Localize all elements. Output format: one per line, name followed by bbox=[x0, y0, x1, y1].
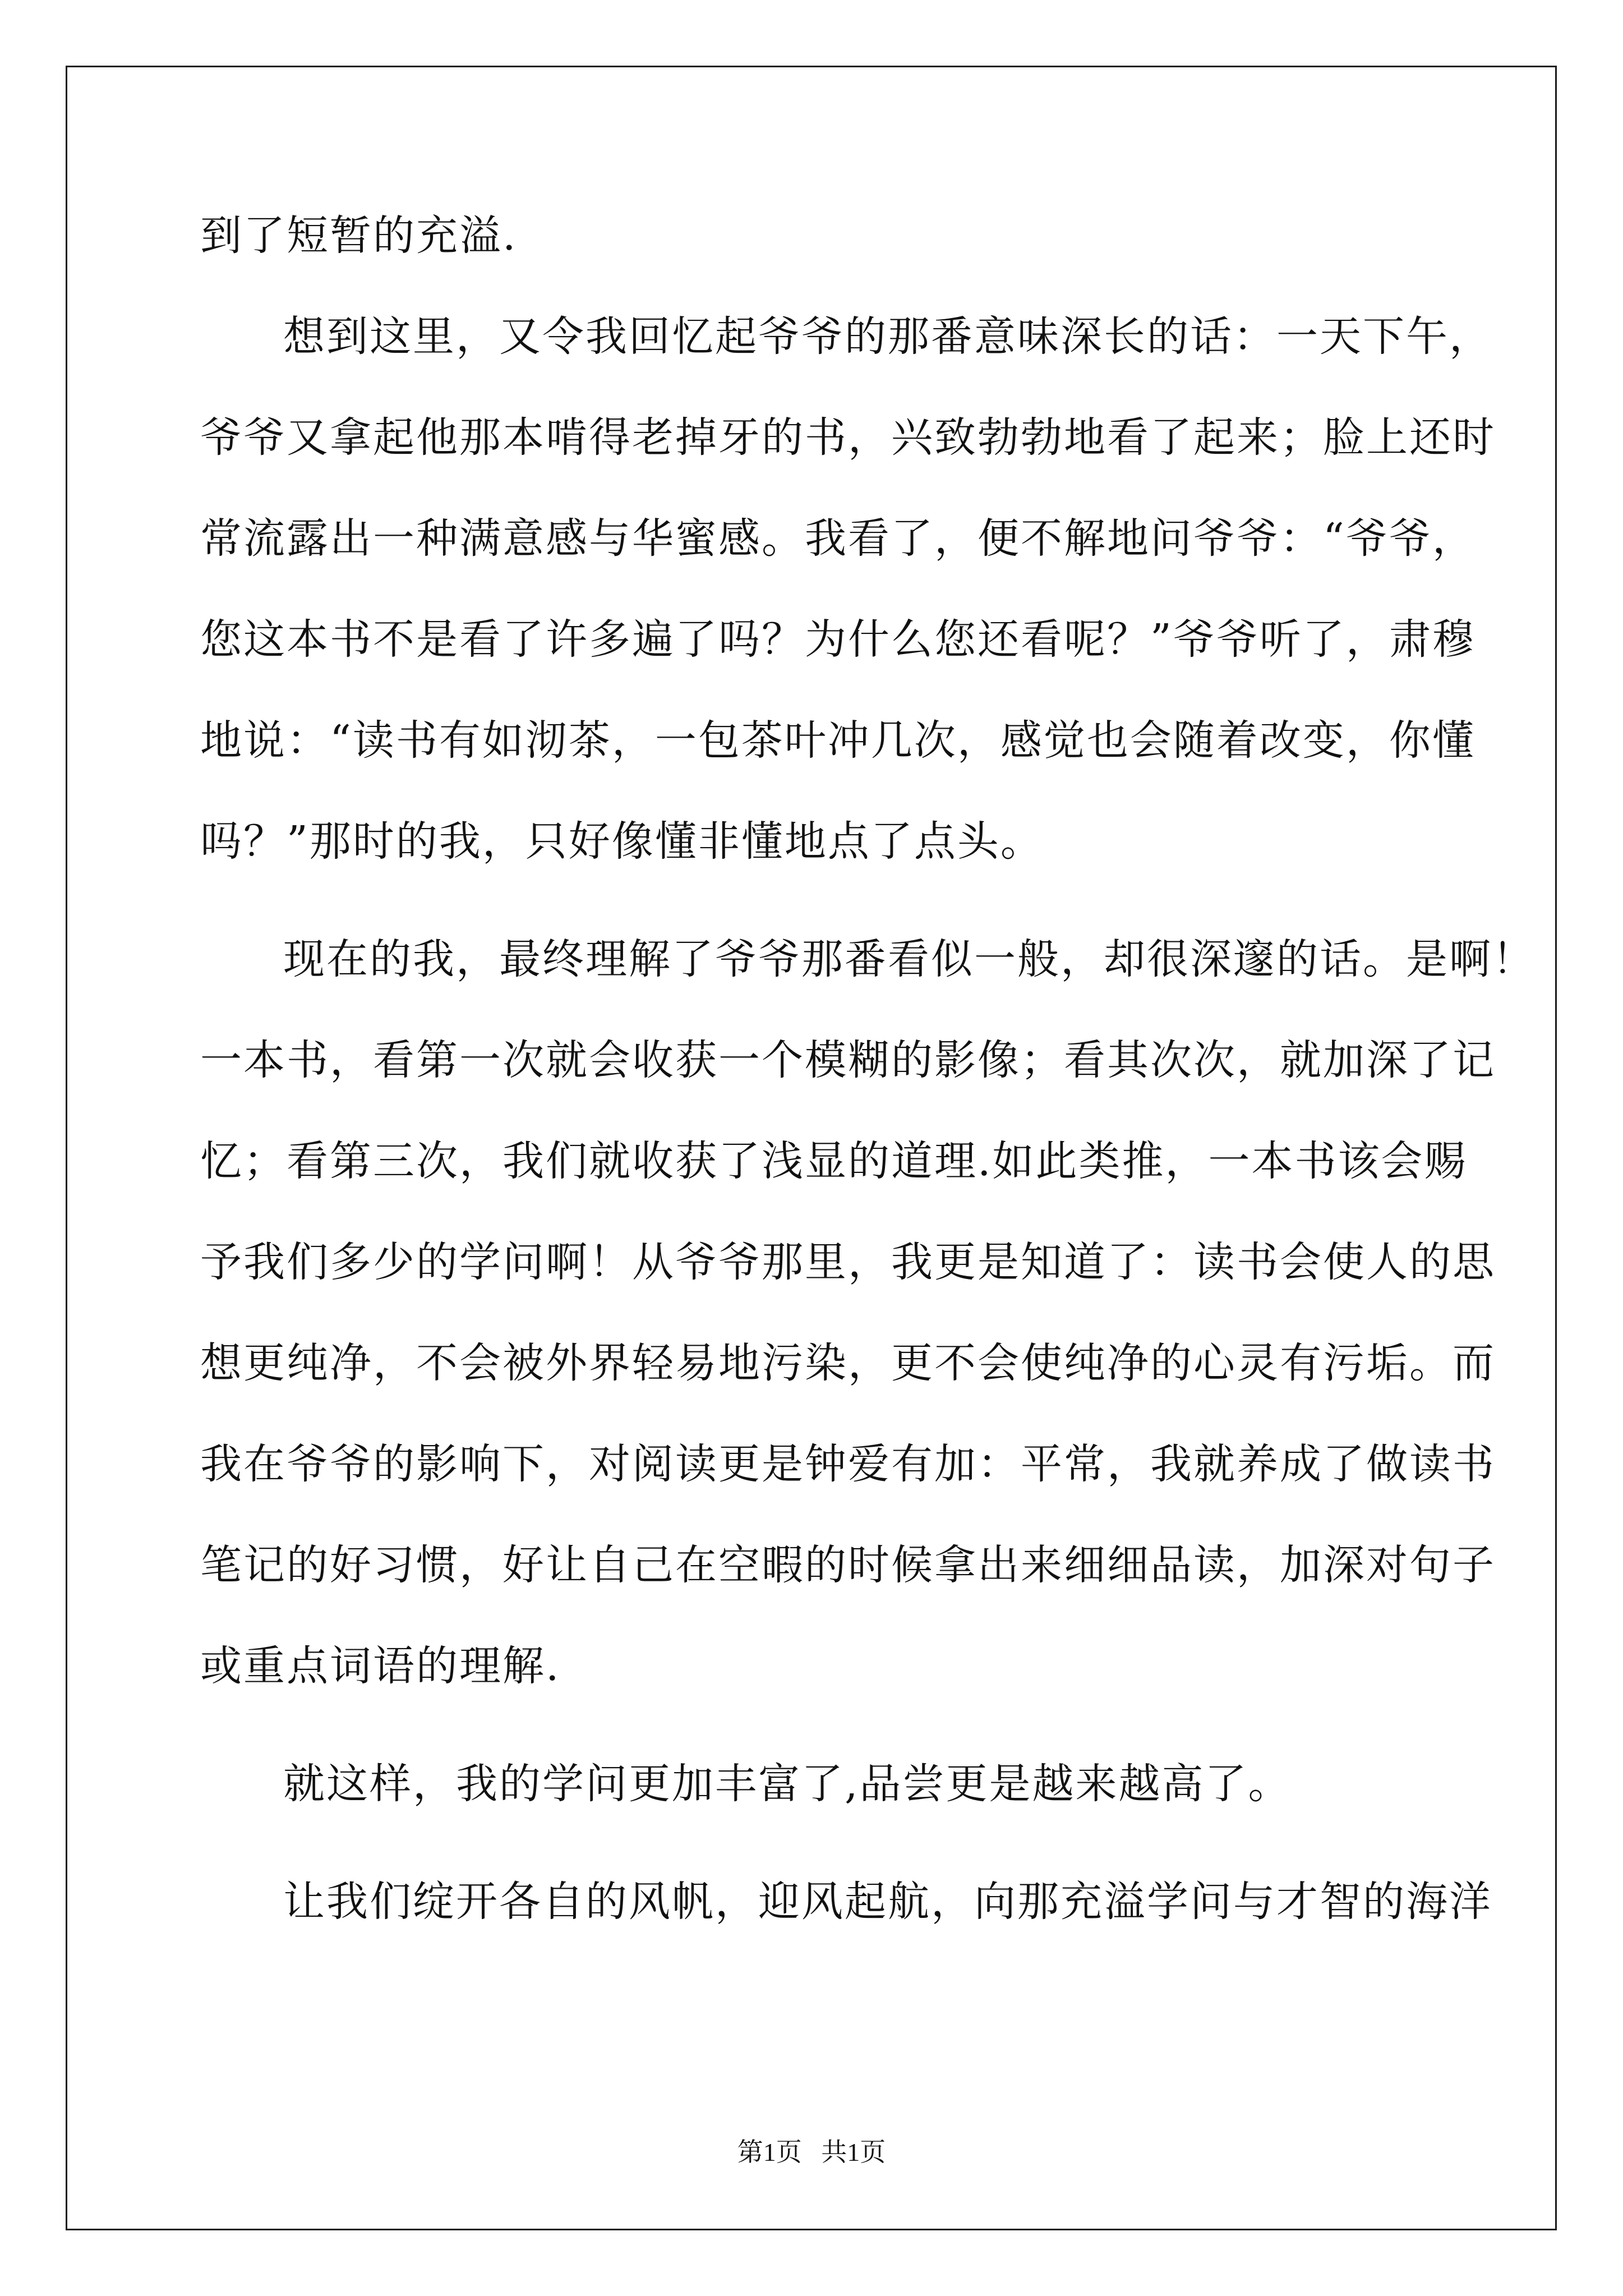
text-line: 地说：“读书有如沏茶，一包茶叶冲几次，感觉也会随着改变，你懂 bbox=[200, 716, 1476, 765]
text-line: 忆；看第三次，我们就收获了浅显的道理.如此类推，一本书该会赐 bbox=[200, 1137, 1468, 1185]
page-number: 第1页 共1页 bbox=[737, 2138, 886, 2166]
text-line: 就这样，我的学问更加丰富了,品尝更是越来越高了。 bbox=[283, 1760, 1292, 1808]
text-line: 现在的我，最终理解了爷爷那番看似一般，却很深邃的话。是啊！ bbox=[283, 935, 1536, 983]
text-line: 一本书，看第一次就会收获一个模糊的影像；看其次次，就加深了记 bbox=[200, 1036, 1496, 1084]
text-line: 吗？”那时的我，只好像懂非懂地点了点头。 bbox=[200, 817, 1044, 866]
text-line: 想到这里，又令我回忆起爷爷的那番意味深长的话：一天下午， bbox=[283, 312, 1492, 361]
text-line: 爷爷又拿起他那本啃得老掉牙的书，兴致勃勃地看了起来；脸上还时 bbox=[200, 413, 1496, 462]
text-line: 笔记的好习惯，好让自己在空暇的时候拿出来细细品读，加深对句子 bbox=[200, 1541, 1496, 1589]
text-line: 我在爷爷的影响下，对阅读更是钟爱有加：平常，我就养成了做读书 bbox=[200, 1440, 1496, 1488]
text-line: 常流露出一种满意感与华蜜感。我看了，便不解地问爷爷：“爷爷， bbox=[200, 514, 1476, 563]
text-line: 到了短暂的充溢. bbox=[200, 211, 518, 260]
text-line: 予我们多少的学问啊！从爷爷那里，我更是知道了：读书会使人的思 bbox=[200, 1238, 1496, 1286]
text-line: 让我们绽开各自的风帆，迎风起航，向那充溢学问与才智的海洋 bbox=[283, 1878, 1492, 1926]
text-line: 想更纯净，不会被外界轻易地污染，更不会使纯净的心灵有污垢。而 bbox=[200, 1339, 1496, 1387]
text-line: 您这本书不是看了许多遍了吗？为什么您还看呢？”爷爷听了，肃穆 bbox=[200, 615, 1476, 664]
text-line: 或重点词语的理解. bbox=[200, 1642, 561, 1690]
